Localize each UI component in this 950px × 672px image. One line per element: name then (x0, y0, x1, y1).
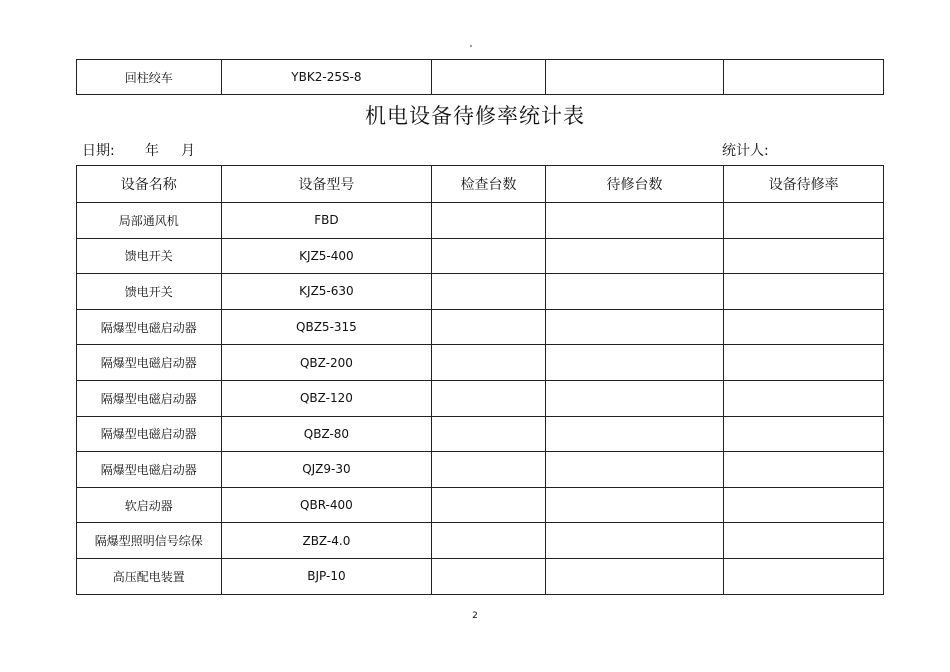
equipment-name-cell: 局部通风机 (77, 203, 222, 239)
check-count-cell (432, 523, 545, 559)
header-repair-count: 待修台数 (545, 166, 724, 203)
month-label: 月 (181, 143, 195, 159)
equipment-name-cell: 隔爆型电磁启动器 (77, 380, 222, 416)
repair-count-cell (545, 345, 724, 381)
table-row (77, 523, 884, 559)
repair-count-cell (545, 203, 724, 239)
table-row (77, 60, 884, 95)
equipment-model-cell: FBD (221, 203, 432, 239)
repair-rate-cell (724, 452, 884, 488)
equipment-name-cell: 隔爆型电磁启动器 (77, 309, 222, 345)
check-count-cell (432, 274, 545, 310)
statistics-table (76, 165, 884, 595)
table-header-row (77, 166, 884, 203)
equipment-model-cell: QJZ9-30 (221, 452, 432, 488)
equipment-name-cell: 软启动器 (77, 487, 222, 523)
repair-rate-cell (724, 238, 884, 274)
repair-count-cell (545, 60, 724, 95)
equipment-name-cell: 隔爆型电磁启动器 (77, 452, 222, 488)
table-row (77, 238, 884, 274)
table-row (77, 452, 884, 488)
table-row (77, 345, 884, 381)
header-equipment-model: 设备型号 (221, 166, 432, 203)
repair-rate-cell (724, 523, 884, 559)
equipment-model-cell: BJP-10 (221, 558, 432, 594)
repair-count-cell (545, 309, 724, 345)
check-count-cell (432, 345, 545, 381)
check-count-cell (432, 60, 545, 95)
page-number: 2 (472, 611, 478, 621)
date-label: 日期: (82, 143, 115, 159)
equipment-model-cell: QBZ-80 (221, 416, 432, 452)
equipment-model-cell: KJZ5-630 (221, 274, 432, 310)
repair-rate-cell (724, 203, 884, 239)
table-row (77, 203, 884, 239)
repair-count-cell (545, 523, 724, 559)
equipment-name-cell: 隔爆型照明信号综保 (77, 523, 222, 559)
header-check-count: 检查台数 (432, 166, 545, 203)
repair-rate-cell (724, 558, 884, 594)
repair-rate-cell (724, 274, 884, 310)
continued-table-row (76, 59, 884, 95)
check-count-cell (432, 487, 545, 523)
equipment-model-cell: QBZ5-315 (221, 309, 432, 345)
repair-count-cell (545, 452, 724, 488)
repair-count-cell (545, 416, 724, 452)
equipment-model-cell: YBK2-25S-8 (221, 60, 432, 95)
check-count-cell (432, 203, 545, 239)
statistician-label: 统计人: (722, 143, 769, 159)
repair-rate-cell (724, 60, 884, 95)
repair-rate-cell (724, 309, 884, 345)
table-row (77, 380, 884, 416)
equipment-name-cell: 高压配电装置 (77, 558, 222, 594)
table-row (77, 416, 884, 452)
check-count-cell (432, 416, 545, 452)
equipment-model-cell: QBR-400 (221, 487, 432, 523)
equipment-name-cell: 馈电开关 (77, 238, 222, 274)
table-row (77, 309, 884, 345)
check-count-cell (432, 238, 545, 274)
check-count-cell (432, 309, 545, 345)
repair-count-cell (545, 380, 724, 416)
equipment-model-cell: ZBZ-4.0 (221, 523, 432, 559)
repair-count-cell (545, 238, 724, 274)
equipment-model-cell: QBZ-200 (221, 345, 432, 381)
repair-rate-cell (724, 345, 884, 381)
date-line (82, 140, 195, 160)
equipment-name-cell: 隔爆型电磁启动器 (77, 345, 222, 381)
equipment-model-cell: KJZ5-400 (221, 238, 432, 274)
equipment-model-cell: QBZ-120 (221, 380, 432, 416)
repair-count-cell (545, 487, 724, 523)
table-row (77, 274, 884, 310)
repair-count-cell (545, 274, 724, 310)
repair-rate-cell (724, 487, 884, 523)
document-title: 机电设备待修率统计表 (365, 104, 585, 128)
equipment-name-cell: 回柱绞车 (77, 60, 222, 95)
year-label: 年 (145, 143, 159, 159)
repair-rate-cell (724, 416, 884, 452)
equipment-name-cell: 隔爆型电磁启动器 (77, 416, 222, 452)
check-count-cell (432, 380, 545, 416)
check-count-cell (432, 558, 545, 594)
header-repair-rate: 设备待修率 (724, 166, 884, 203)
table-row (77, 558, 884, 594)
scan-dot-mark (470, 45, 472, 47)
check-count-cell (432, 452, 545, 488)
equipment-name-cell: 馈电开关 (77, 274, 222, 310)
repair-count-cell (545, 558, 724, 594)
repair-rate-cell (724, 380, 884, 416)
header-equipment-name: 设备名称 (77, 166, 222, 203)
table-row (77, 487, 884, 523)
